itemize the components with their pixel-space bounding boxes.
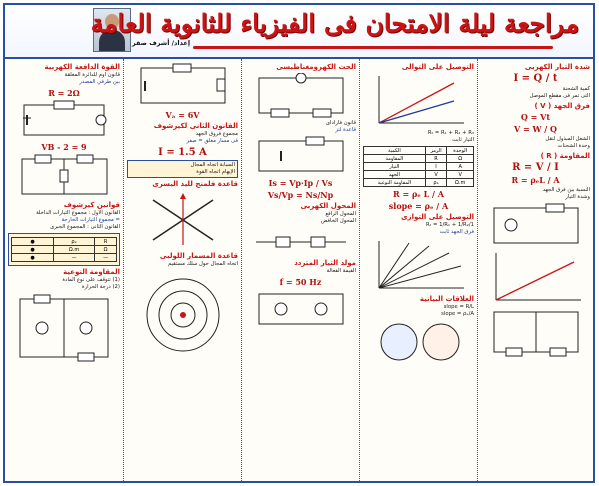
circuit-diagram	[17, 154, 112, 199]
text-line: وحدة الشحنات	[557, 143, 590, 149]
formula: Is = Vp·Ip / Vs	[268, 178, 333, 188]
formula: R = ρₑ L / A	[393, 189, 444, 199]
section-title: القانون الثانى لكيرشوف	[153, 122, 238, 130]
formula: I = Q / t	[513, 73, 558, 84]
column-5	[477, 59, 593, 481]
text-line: Rₜ = R₁ + R₂ + R₃	[427, 130, 474, 136]
text-line: فرق الجهد ثابت	[439, 229, 474, 235]
graph-plot	[486, 250, 586, 305]
circuit-diagram	[486, 307, 586, 357]
table-cell: Ω	[447, 155, 474, 163]
circuit-diagram	[251, 136, 351, 176]
section-title: المحول الكهربى	[300, 202, 356, 210]
text-line: المحول الخافض	[321, 218, 356, 224]
text-line: 1/Rₜ = 1/R₁ + 1/R₂	[426, 222, 474, 228]
title-underline	[193, 46, 553, 49]
circuit-diagram	[14, 293, 114, 363]
section-title: فرق الجهد ( V )	[534, 102, 590, 110]
field-diagram	[133, 270, 233, 360]
content-columns	[5, 59, 593, 481]
text-line: slope = ρₑ/A	[441, 311, 474, 317]
poster-header	[5, 5, 593, 59]
note-box	[127, 160, 238, 178]
column-4	[359, 59, 477, 481]
circuit-diagram	[251, 227, 351, 257]
table-cell: V	[447, 171, 474, 179]
table-header: الكمية	[364, 147, 426, 155]
formula: Vs/Vp = Ns/Np	[267, 190, 334, 200]
circuit-diagram	[251, 289, 351, 329]
formula: R = 2Ω	[48, 88, 80, 98]
text-line: فى مسار مغلق = صفر	[186, 138, 238, 144]
table-header: الوحدة	[447, 147, 474, 155]
section-title: العلاقات البيانية	[419, 295, 474, 303]
table-cell: R	[425, 155, 447, 163]
section-title: التوصيل على التوالى	[401, 63, 474, 71]
column-2	[123, 59, 241, 481]
table-cell: ρₑ	[425, 179, 447, 187]
section-title: قوانين كيرشوف	[63, 201, 120, 209]
formula: R = ρₑL / A	[511, 175, 560, 185]
section-title: قاعدة المسمار اللولبى	[159, 252, 238, 260]
data-table	[363, 146, 474, 187]
column-1	[5, 59, 123, 481]
text-line: القانون الثانى : المجموع الجبرى	[50, 224, 120, 230]
section-title: قاعدة فلمنج لليد اليسرى	[152, 180, 238, 188]
text-line: (2) درجة الحرارة	[81, 284, 120, 290]
text-line: النسبة بين فرق الجهد	[542, 187, 590, 193]
text-line: التيار ثابت	[452, 137, 474, 143]
section-title: المقاومة ( R )	[540, 152, 590, 160]
formula: f = 50 Hz	[279, 277, 322, 287]
column-3	[241, 59, 359, 481]
table-cell: الجهد	[364, 171, 426, 179]
section-title: القوة الدافعة الكهربية	[44, 63, 120, 71]
graph-plot	[369, 238, 469, 293]
text-line: اتجاه المجال حول سلك مستقيم	[168, 261, 238, 267]
force-diagram	[133, 190, 233, 250]
text-line: كمية الشحنة	[562, 86, 590, 92]
graph-plot	[369, 73, 469, 128]
text-line: القانون الأول : مجموع التيارات الداخلة	[36, 210, 120, 216]
section-title: المقاومة النوعية	[63, 268, 120, 276]
section-title: التوصيل على التوازى	[401, 213, 474, 221]
text-line: بين طرفي المصدر	[79, 79, 120, 85]
text-line: وشدة التيار	[565, 194, 590, 200]
formula: Q = Vt	[520, 112, 551, 122]
text-line: المحول الرافع	[325, 211, 356, 217]
formula: Vₐ = 6V	[165, 110, 200, 120]
page-title: مراجعة ليلة الامتحان فى الفيزياء للثانوية العامة	[90, 9, 579, 38]
table-cell: Ω.m	[447, 179, 474, 187]
text-line: (1) تتوقف على نوع المادة	[62, 277, 120, 283]
circuit-diagram	[19, 100, 109, 140]
table-header: الرمز	[425, 147, 447, 155]
poster-sheet	[3, 3, 595, 483]
table-cell: التيار	[364, 163, 426, 171]
table-cell: A	[447, 163, 474, 171]
circuit-diagram	[369, 320, 469, 365]
circuit-diagram	[133, 63, 233, 108]
section-title: مولد التيار المتردد	[294, 259, 356, 267]
circuit-diagram	[486, 203, 586, 248]
text-line: الشغل المبذول لنقل	[545, 136, 590, 142]
table-cell: المقاومة	[364, 155, 426, 163]
text-line: = مجموع التيارات الخارجة	[61, 217, 120, 223]
text-line: قانون أوم للدائرة المغلقة	[64, 72, 120, 78]
text-line: القيمة الفعالة	[326, 268, 356, 274]
text-line: التى تمر فى مقطع الموصل	[529, 93, 590, 99]
section-title: شدة التيار الكهربى	[524, 63, 590, 71]
formula: slope = ρₑ / A	[388, 201, 449, 211]
circuit-diagram	[251, 73, 351, 118]
formula: VB - 2 = 9	[41, 142, 87, 152]
formula: R = V / I	[512, 162, 559, 173]
author-credit: إعداد/ أشرف صقر	[131, 39, 191, 47]
data-table: ● ρₑ R ● Ω.m Ω ● — —	[11, 237, 117, 262]
formula: I = 1.5 A	[158, 147, 207, 158]
table-cell: المقاومة النوعية	[364, 179, 426, 187]
section-title: الحث الكهرومغناطيسى	[276, 63, 356, 71]
text-line: السبابة اتجاه المجال	[190, 162, 235, 168]
table-cell: I	[425, 163, 447, 171]
text-line: قاعدة لنز	[335, 127, 356, 133]
text-line: قانون فاراداى	[325, 120, 356, 126]
text-line: الإبهام اتجاه القوة	[196, 169, 235, 175]
table-cell: V	[425, 171, 447, 179]
text-line: مجموع فروق الجهد	[195, 131, 238, 137]
formula: V = W / Q	[514, 124, 557, 134]
text-line: slope = R/L	[443, 304, 474, 310]
note-box	[8, 233, 120, 266]
